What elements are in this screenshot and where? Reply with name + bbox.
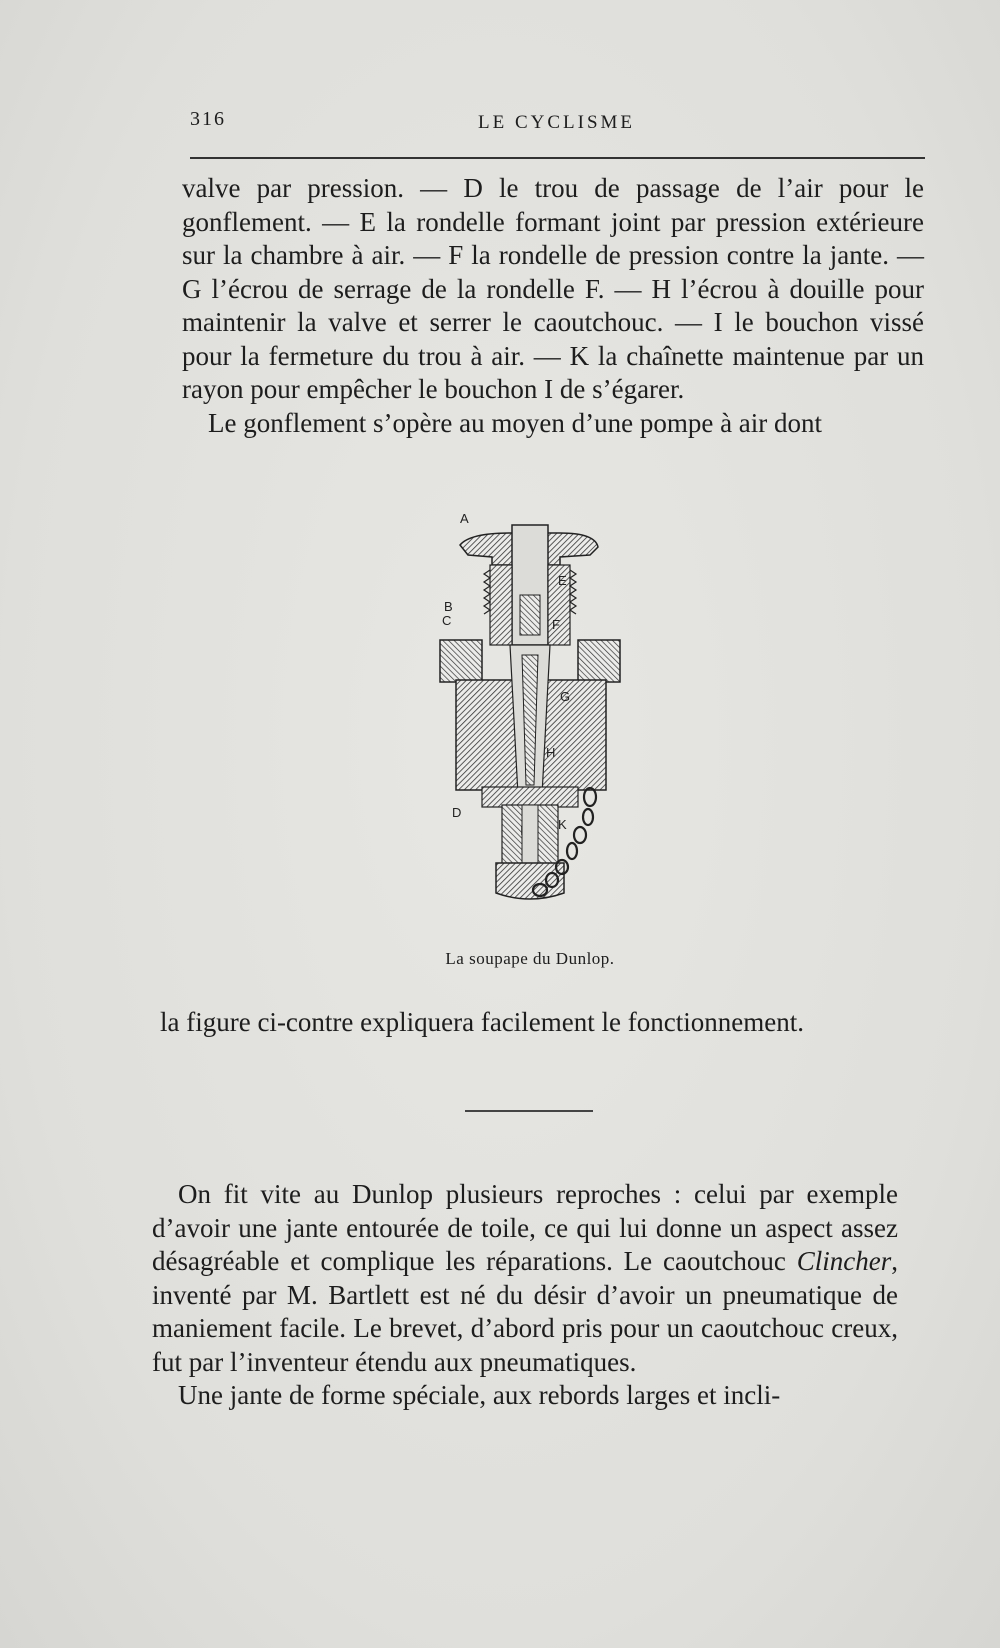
paragraph-clincher	[152, 1178, 898, 1379]
label-a: A	[460, 511, 469, 526]
label-f: F	[552, 617, 560, 632]
text-block-after-figure	[160, 1006, 902, 1040]
paragraph-valve-description: valve par pression. — D le trou de passage de l’air pour le gonflement. — E la rondelle formant joint par pression extérieure sur la chambre à air. — F la rondelle de pression contre la jante. — G l’écrou de serrage de la rondelle F. — H l’écrou à douille pour maintenir la valve et serrer le caoutchouc. — I le bouchon vissé pour la fermeture du trou à air. — K la chaînette maintenue par un rayon pour empêcher le bouchon I de s’égarer.	[182, 173, 924, 404]
paragraph-clincher-part1: On fit vite au Dunlop plusieurs reproches : celui par exemple d’avoir une jante entourée de toile, ce qui lui donne un aspect assez désagréable et complique les réparations. Le caoutchouc	[152, 1179, 898, 1276]
section-divider	[465, 1110, 593, 1112]
figure-caption: La soupape du Dunlop.	[445, 949, 615, 968]
paragraph-figure-explains: la figure ci-contre expliquera facilement le fonctionnement.	[160, 1007, 804, 1037]
figure-valve-diagram	[440, 511, 660, 945]
label-i: I	[520, 823, 524, 838]
header-rule	[190, 157, 925, 159]
running-head	[190, 108, 925, 138]
label-g: G	[560, 689, 571, 704]
paragraph-gonflement: Le gonflement s’opère au moyen d’une pompe à air dont	[208, 407, 823, 438]
paragraph-jante: Une jante de forme spéciale, aux rebords larges et incli-	[178, 1380, 781, 1410]
label-d: D	[452, 805, 462, 820]
label-c: C	[442, 613, 452, 628]
dunlop-valve-illustration	[440, 511, 660, 945]
label-e: E	[558, 573, 567, 588]
clincher-italic: Clincher	[796, 1246, 892, 1276]
page-number: 316	[190, 108, 226, 130]
label-k: K	[558, 817, 567, 832]
running-title: LE CYCLISME	[478, 112, 636, 133]
text-block-bottom	[152, 1178, 898, 1413]
paragraph-clincher-part2: , inventé par M. Bartlett est né du désir d’avoir un pneumatique de maniement facile. Le brevet, d’abord pris pour un caoutchouc creux, fut par l’inventeur étendu aux pneumatiques.	[152, 1246, 898, 1377]
label-h: H	[546, 745, 556, 760]
label-b: B	[444, 599, 453, 614]
text-block-top	[182, 172, 924, 440]
